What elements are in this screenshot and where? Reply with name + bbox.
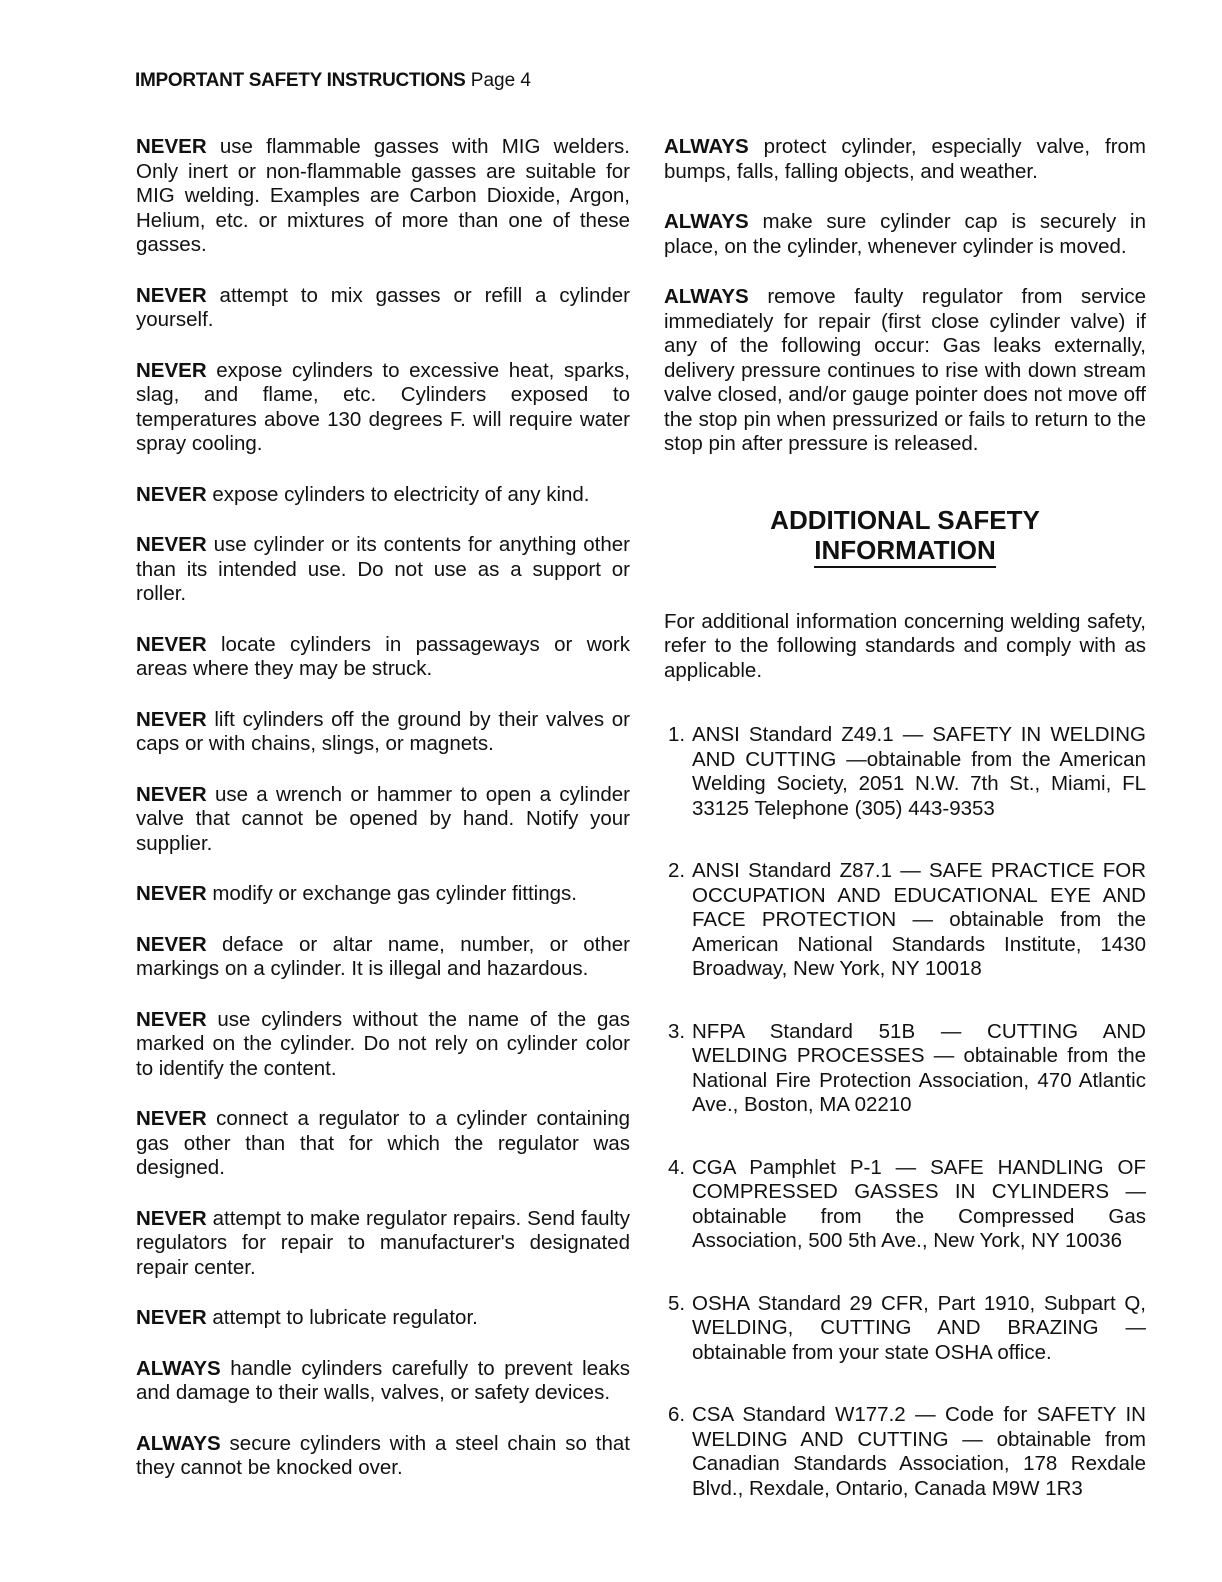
instruction-keyword: NEVER <box>136 782 207 806</box>
list-item-text: ANSI Standard Z49.1 — SAFETY IN WELDING AND CUTTING —obtainable from the American Welding Society, 2051 N.W. 7th St., Miami, FL 33125 Telephone (305) 443-9353 <box>692 723 1146 820</box>
instruction <box>136 533 630 607</box>
instruction-text: expose cylinders to excessive heat, sparks, slag, and flame, etc. Cylinders exposed to temperatures above 130 degrees F. will require water spray cooling. <box>136 358 630 455</box>
instruction-keyword: NEVER <box>136 707 207 731</box>
list-item-number: 3. <box>668 1019 686 1043</box>
instruction <box>136 1008 630 1082</box>
section-intro: For additional information concerning welding safety, refer to the following standards and comply with as applicable. <box>664 609 1146 682</box>
list-item-number: 2. <box>668 859 686 882</box>
instruction <box>136 1357 630 1406</box>
instruction-text: deface or altar name, number, or other markings on a cylinder. It is illegal and hazardous. <box>136 932 630 980</box>
instruction-keyword: NEVER <box>136 533 207 556</box>
instruction-keyword: NEVER <box>136 482 207 506</box>
instruction-text: connect a regulator to a cylinder containing gas other than that for which the regulator was designed. <box>136 1107 630 1179</box>
list-item-text: NFPA Standard 51B — CUTTING AND WELDING PROCESSES — obtainable from the National Fire Protection Association, 470 Atlantic Ave., Boston, MA 02210 <box>692 1019 1146 1116</box>
list-item <box>664 723 1146 821</box>
instruction <box>136 783 630 857</box>
instruction-text: modify or exchange gas cylinder fittings. <box>212 882 577 905</box>
instruction-keyword: NEVER <box>136 1007 207 1031</box>
instruction-keyword: NEVER <box>136 882 207 905</box>
instruction-text: use cylinders without the name of the gas marked on the cylinder. Do not rely on cylinder color to identify the content. <box>136 1007 630 1080</box>
instruction <box>136 633 630 682</box>
list-item <box>664 859 1146 982</box>
instruction-text: use flammable gasses with MIG welders. Only inert or non-flammable gasses are suitable for MIG welding. Examples are Carbon Dioxide, Argon, Helium, etc. or mixtures of more than one of these gasses. <box>136 135 630 256</box>
instruction <box>136 359 630 457</box>
instruction-text: attempt to make regulator repairs. Send faulty regulators for repair to manufacturer's designated repair center. <box>136 1206 630 1279</box>
instruction <box>136 284 630 333</box>
right-column <box>664 135 1146 1539</box>
list-item-number: 6. <box>668 1403 686 1426</box>
instruction-keyword: ALWAYS <box>664 285 749 308</box>
instruction-text: make sure cylinder cap is securely in place, on the cylinder, whenever cylinder is moved. <box>664 210 1147 258</box>
instruction-text: use cylinder or its contents for anything other than its intended use. Do not use as a support or roller. <box>136 533 630 605</box>
instruction-keyword: NEVER <box>136 932 207 956</box>
instruction <box>136 1107 630 1181</box>
instruction-text: protect cylinder, especially valve, from bumps, falls, falling objects, and weather. <box>664 135 1146 183</box>
instruction-keyword: ALWAYS <box>664 210 749 233</box>
instruction <box>136 135 630 258</box>
instruction-keyword: NEVER <box>136 1107 207 1130</box>
instruction-text: handle cylinders carefully to prevent leaks and damage to their walls, valves, or safety devices. <box>136 1356 631 1404</box>
standards-list <box>664 723 1146 1501</box>
instruction <box>136 933 630 982</box>
instruction-text: attempt to mix gasses or refill a cylinder yourself. <box>136 283 630 331</box>
list-item-text: OSHA Standard 29 CFR, Part 1910, Subpart Q, WELDING, CUTTING AND BRAZING — obtainable from your state OSHA office. <box>692 1291 1146 1364</box>
list-item-text: CGA Pamphlet P-1 — SAFE HANDLING OF COMPRESSED GASSES IN CYLINDERS — obtainable from the Compressed Gas Association, 500 5th Ave., New York, NY 10036 <box>692 1155 1146 1252</box>
instruction-text: lift cylinders off the ground by their valves or caps or with chains, slings, or magnets. <box>136 707 630 755</box>
instruction <box>136 483 630 508</box>
section-title-line2: INFORMATION <box>814 535 996 568</box>
instruction <box>136 1306 630 1331</box>
instruction-keyword: NEVER <box>136 1206 207 1230</box>
instruction-keyword: NEVER <box>136 1306 207 1329</box>
instruction <box>136 882 630 907</box>
instruction-keyword: ALWAYS <box>136 1431 221 1455</box>
instruction <box>136 1432 630 1481</box>
list-item-number: 4. <box>668 1155 686 1179</box>
instruction-text: attempt to lubricate regulator. <box>212 1306 478 1329</box>
instruction <box>136 708 630 757</box>
instruction-keyword: NEVER <box>136 283 207 307</box>
instruction <box>664 135 1146 184</box>
list-item <box>664 1020 1146 1118</box>
left-column <box>136 135 630 1507</box>
section-title-line1: ADDITIONAL SAFETY <box>770 504 1040 535</box>
section-title <box>664 505 1146 568</box>
instruction <box>664 210 1146 259</box>
instruction-keyword: ALWAYS <box>136 1356 221 1380</box>
list-item <box>664 1156 1146 1254</box>
instruction-keyword: ALWAYS <box>664 135 749 158</box>
list-item <box>664 1403 1146 1501</box>
instruction-keyword: NEVER <box>136 358 207 382</box>
instruction-text: secure cylinders with a steel chain so that they cannot be knocked over. <box>136 1431 630 1479</box>
instruction-keyword: NEVER <box>136 135 207 158</box>
instruction-text: expose cylinders to electricity of any kind. <box>212 482 590 506</box>
list-item <box>664 1292 1146 1366</box>
instruction-keyword: NEVER <box>136 632 207 656</box>
instruction <box>664 285 1146 457</box>
instruction-text: remove faulty regulator from service immediately for repair (first close cylinder valve) if any of the following occur: Gas leaks externally, delivery pressure continues to rise with down stream valve closed, and/or gauge pointer does not move off the stop pin when pressurized or fails to return to the stop pin after pressure is released. <box>664 285 1146 455</box>
list-item-text: ANSI Standard Z87.1 — SAFE PRACTICE FOR OCCUPATION AND EDUCATIONAL EYE AND FACE PROTECTION — obtainable from the American National Standards Institute, 1430 Broadway, New York, NY 10018 <box>692 859 1146 980</box>
list-item-number: 5. <box>668 1291 686 1315</box>
instruction-text: locate cylinders in passageways or work areas where they may be struck. <box>136 632 631 680</box>
instruction-text: use a wrench or hammer to open a cylinder valve that cannot be opened by hand. Notify your supplier. <box>136 782 630 855</box>
page-number: Page 4 <box>470 70 532 91</box>
page-header <box>135 70 531 92</box>
list-item-text: CSA Standard W177.2 — Code for SAFETY IN WELDING AND CUTTING — obtainable from Canadian Standards Association, 178 Rexdale Blvd., Rexdale, Ontario, Canada M9W 1R3 <box>692 1403 1146 1500</box>
list-item-number: 1. <box>668 723 686 746</box>
header-title: IMPORTANT SAFETY INSTRUCTIONS <box>135 70 466 91</box>
instruction <box>136 1207 630 1281</box>
